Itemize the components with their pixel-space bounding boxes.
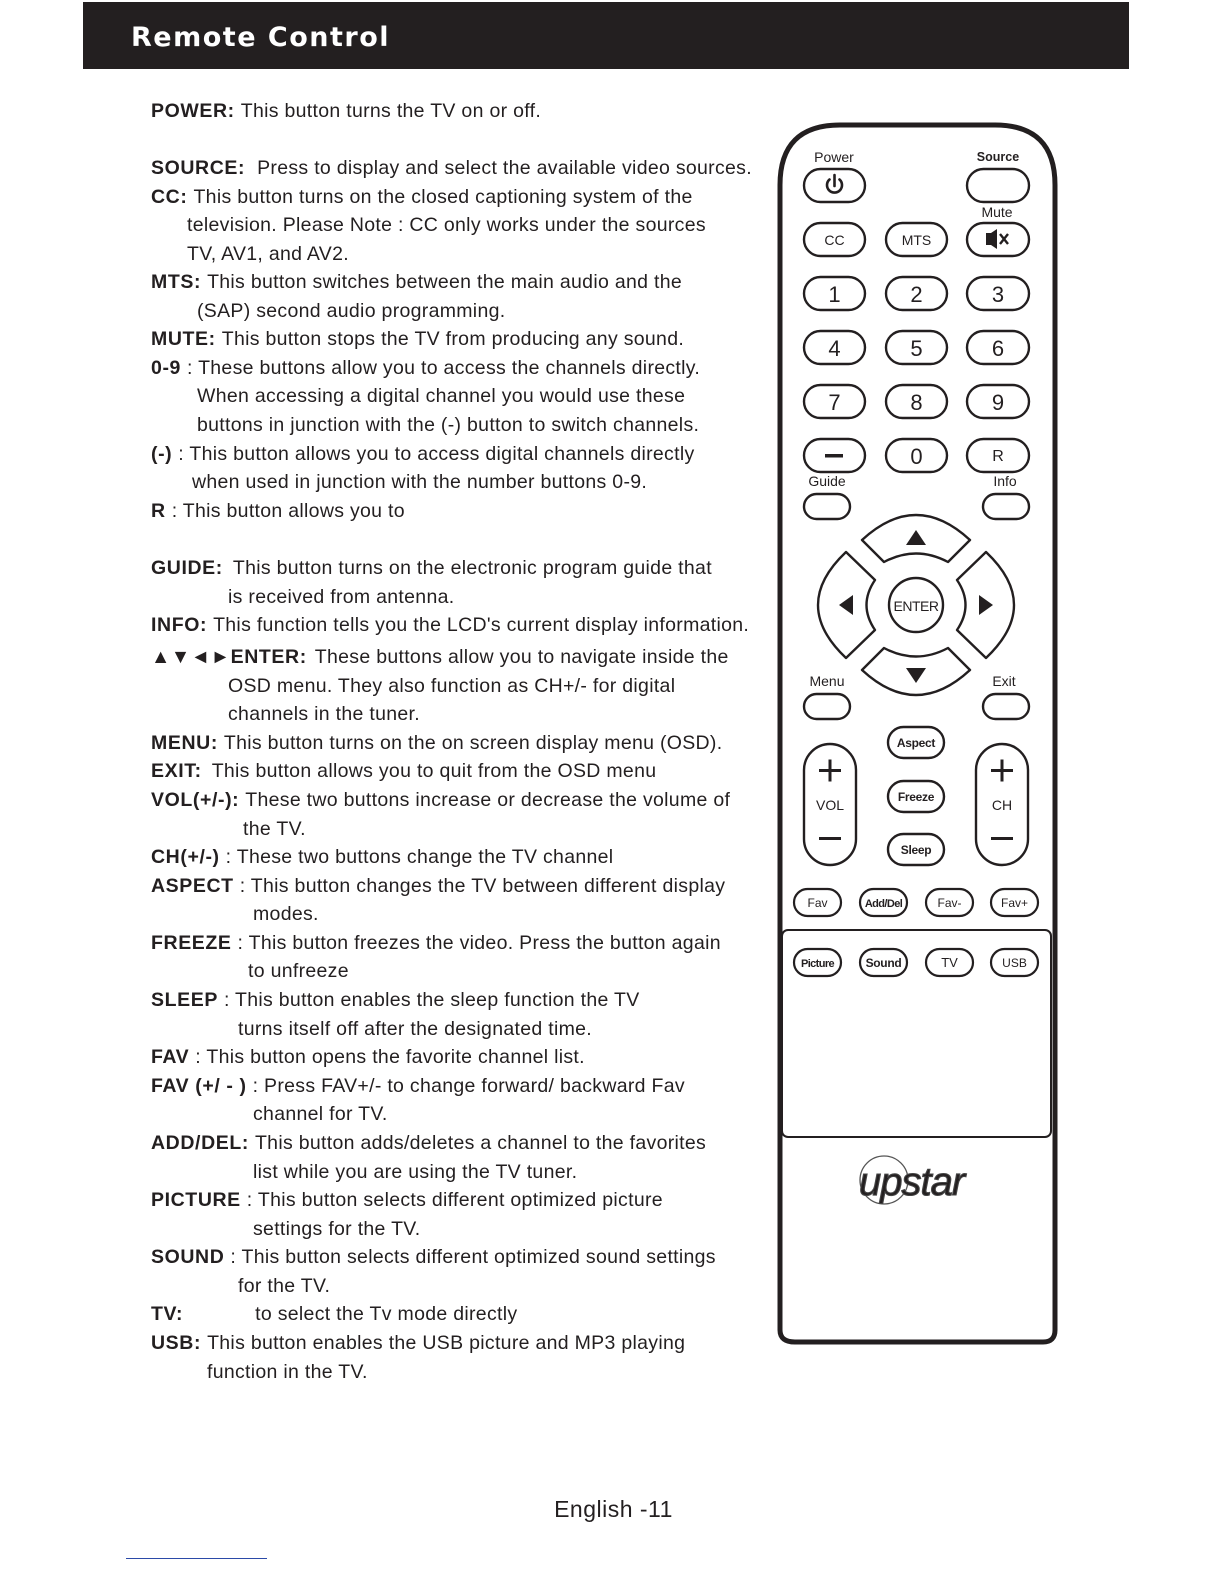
power-button[interactable] xyxy=(804,169,865,202)
section-title: Remote Control xyxy=(131,22,391,53)
description-text: : This button opens the favorite channel list. xyxy=(195,1046,585,1068)
description-key: CC: xyxy=(151,186,188,208)
enter-button-label: ENTER xyxy=(893,598,939,614)
aspect-button[interactable] xyxy=(888,727,944,758)
description-key: GUIDE: xyxy=(151,557,223,579)
upstar-logo-text: upstar xyxy=(859,1160,965,1204)
cc-button-label: CC xyxy=(824,232,845,248)
fav-button-label: Fav xyxy=(807,896,828,910)
cc-button[interactable] xyxy=(804,223,865,256)
description-text: This button turns on the closed captioning system of the xyxy=(193,186,693,208)
usb-button-label: USB xyxy=(1002,956,1027,970)
mts-button[interactable] xyxy=(886,223,947,256)
menu-label: Menu xyxy=(809,673,845,689)
enter-button[interactable] xyxy=(889,578,943,632)
number-9-label: 9 xyxy=(991,390,1005,415)
guide-button[interactable] xyxy=(804,494,850,519)
sound-button-label: Sound xyxy=(865,956,902,970)
tv-button[interactable] xyxy=(926,949,973,976)
description-text: This function tells you the LCD's current display information. xyxy=(213,614,750,636)
description-text: : This button enables the sleep function the TV xyxy=(223,989,640,1011)
description-key: 0-9 xyxy=(151,357,181,379)
description-text: This button enables the USB picture and MP3 playing xyxy=(207,1332,686,1354)
description-continuation: OSD menu. They also function as CH+/- for digital xyxy=(228,675,676,697)
description-text: : This button allows you to xyxy=(171,500,405,522)
description-text: : This button allows you to access digital channels directly xyxy=(178,443,695,465)
info-button[interactable] xyxy=(983,494,1029,519)
add-del-button-label: Add/Del xyxy=(864,898,903,910)
description-key: (-) xyxy=(151,443,173,465)
freeze-button[interactable] xyxy=(888,781,944,812)
description-key: USB: xyxy=(151,1332,202,1354)
description-continuation: to unfreeze xyxy=(248,960,349,982)
number-5-button[interactable] xyxy=(886,331,947,364)
ch-label: CH xyxy=(991,797,1013,813)
description-key: SOURCE: xyxy=(151,157,246,179)
add-del-button[interactable] xyxy=(860,889,907,916)
description-text: This button turns on the electronic program guide that xyxy=(232,557,712,579)
picture-button-label: Picture xyxy=(800,958,835,970)
description-continuation: settings for the TV. xyxy=(253,1218,421,1240)
mute-label: Mute xyxy=(981,204,1013,220)
power-label: Power xyxy=(814,149,854,165)
number-7-button[interactable] xyxy=(804,385,865,418)
sleep-button[interactable] xyxy=(888,834,944,865)
number-4-label: 4 xyxy=(828,336,841,361)
number-4-button[interactable] xyxy=(804,331,865,364)
description-continuation: buttons in junction with the (-) button to switch channels. xyxy=(197,414,700,436)
description-key: INFO: xyxy=(151,614,208,636)
exit-label: Exit xyxy=(992,673,1016,689)
description-text: to select the Tv mode directly xyxy=(255,1303,518,1325)
description-text: This button allows you to quit from the OSD menu xyxy=(211,760,657,782)
fav-button[interactable] xyxy=(794,889,841,916)
minus-icon xyxy=(991,837,1013,840)
description-key: CH(+/-) xyxy=(151,846,220,868)
description-key: MENU: xyxy=(151,732,218,754)
tv-button-label: TV xyxy=(941,955,958,970)
sound-button[interactable] xyxy=(860,949,907,976)
fav-plus-button[interactable] xyxy=(991,889,1038,916)
description-key: MUTE: xyxy=(151,328,216,350)
exit-button[interactable] xyxy=(983,694,1029,719)
description-key: ASPECT xyxy=(151,875,234,897)
description-key: MTS: xyxy=(151,271,202,293)
picture-button[interactable] xyxy=(794,949,841,976)
channel-rocker[interactable] xyxy=(976,744,1028,865)
minus-icon xyxy=(825,454,843,458)
description-key: ADD/DEL: xyxy=(151,1132,249,1154)
description-key: VOL(+/-): xyxy=(151,789,240,811)
sleep-button-label: Sleep xyxy=(900,843,932,857)
description-text: This button switches between the main audio and the xyxy=(207,271,682,293)
source-button[interactable] xyxy=(967,169,1029,202)
description-text: : These two buttons change the TV channel xyxy=(225,846,614,868)
description-continuation: for the TV. xyxy=(238,1275,331,1297)
fav-minus-button[interactable] xyxy=(926,889,973,916)
description-key: SOUND xyxy=(151,1246,225,1268)
number-0-button[interactable] xyxy=(886,439,947,472)
mute-button[interactable] xyxy=(967,223,1029,256)
number-5-label: 5 xyxy=(910,336,923,361)
number-8-label: 8 xyxy=(910,390,923,415)
dash-button[interactable] xyxy=(804,439,865,472)
number-8-button[interactable] xyxy=(886,385,947,418)
description-continuation: channels in the tuner. xyxy=(228,703,420,725)
description-text: : This button changes the TV between different display xyxy=(239,875,726,897)
description-key: EXIT: xyxy=(151,760,202,782)
freeze-button-label: Freeze xyxy=(897,790,935,804)
mts-button-label: MTS xyxy=(901,232,932,248)
description-key: TV: xyxy=(151,1303,184,1325)
description-key: ▲▼◄►ENTER: xyxy=(151,646,307,668)
description-key: R xyxy=(151,500,166,522)
number-2-label: 2 xyxy=(910,282,923,307)
description-continuation: channel for TV. xyxy=(253,1103,388,1125)
source-label: Source xyxy=(976,150,1020,164)
description-continuation: (SAP) second audio programming. xyxy=(197,300,506,322)
description-text: This button turns the TV on or off. xyxy=(240,100,542,122)
description-key: FAV xyxy=(151,1046,190,1068)
upstar-logo xyxy=(859,1156,967,1204)
description-continuation: turns itself off after the designated time. xyxy=(238,1018,592,1040)
description-key: FREEZE xyxy=(151,932,232,954)
menu-button[interactable] xyxy=(804,694,850,719)
aspect-button-label: Aspect xyxy=(896,736,936,750)
description-continuation: the TV. xyxy=(243,818,306,840)
description-text: : Press FAV+/- to change forward/ backward Fav xyxy=(252,1075,685,1097)
usb-button[interactable] xyxy=(991,949,1038,976)
description-text: : This button selects different optimized sound settings xyxy=(230,1246,716,1268)
number-6-button[interactable] xyxy=(967,331,1029,364)
description-continuation: modes. xyxy=(253,903,319,925)
description-continuation: list while you are using the TV tuner. xyxy=(253,1161,578,1183)
description-text: : This button selects different optimized picture xyxy=(246,1189,663,1211)
number-6-label: 6 xyxy=(991,336,1005,361)
fav-minus-button-label: Fav- xyxy=(937,896,962,910)
description-text: These buttons allow you to navigate inside the xyxy=(314,646,729,668)
description-key: SLEEP xyxy=(151,989,218,1011)
page-number: English -11 xyxy=(554,1496,673,1522)
number-9-button[interactable] xyxy=(967,385,1029,418)
description-text: This button turns on the on screen display menu (OSD). xyxy=(223,732,723,754)
description-text: Press to display and select the available video sources. xyxy=(257,157,752,179)
number-0-label: 0 xyxy=(910,444,923,469)
number-3-label: 3 xyxy=(991,282,1005,307)
r-button[interactable] xyxy=(967,439,1029,472)
number-1-label: 1 xyxy=(828,282,841,307)
fav-plus-button-label: Fav+ xyxy=(1000,896,1029,910)
description-continuation: When accessing a digital channel you would use these xyxy=(197,385,686,407)
description-text: : This button freezes the video. Press the button again xyxy=(237,932,721,954)
description-key: POWER: xyxy=(151,100,235,122)
description-text: This button stops the TV from producing any sound. xyxy=(221,328,685,350)
description-continuation: when used in junction with the number buttons 0-9. xyxy=(192,471,648,493)
info-label: Info xyxy=(993,473,1017,489)
description-continuation: television. Please Note : CC only works under the sources xyxy=(187,214,706,236)
number-2-button[interactable] xyxy=(886,277,947,310)
description-continuation: is received from antenna. xyxy=(228,586,455,608)
minus-icon xyxy=(819,837,841,840)
vol-label: VOL xyxy=(815,797,845,813)
description-continuation: function in the TV. xyxy=(207,1361,368,1383)
guide-label: Guide xyxy=(808,473,846,489)
number-3-button[interactable] xyxy=(967,277,1029,310)
volume-rocker[interactable] xyxy=(804,744,856,865)
description-text: : These buttons allow you to access the channels directly. xyxy=(186,357,701,379)
footnote-rule xyxy=(126,1558,267,1559)
description-key: FAV (+/ - ) xyxy=(151,1075,247,1097)
description-continuation: TV, AV1, and AV2. xyxy=(187,243,349,265)
description-key: PICTURE xyxy=(151,1189,241,1211)
number-7-label: 7 xyxy=(828,390,841,415)
number-1-button[interactable] xyxy=(804,277,865,310)
description-text: This button adds/deletes a channel to the favorites xyxy=(254,1132,707,1154)
r-button-label: R xyxy=(992,448,1004,465)
description-text: These two buttons increase or decrease the volume of xyxy=(245,789,731,811)
